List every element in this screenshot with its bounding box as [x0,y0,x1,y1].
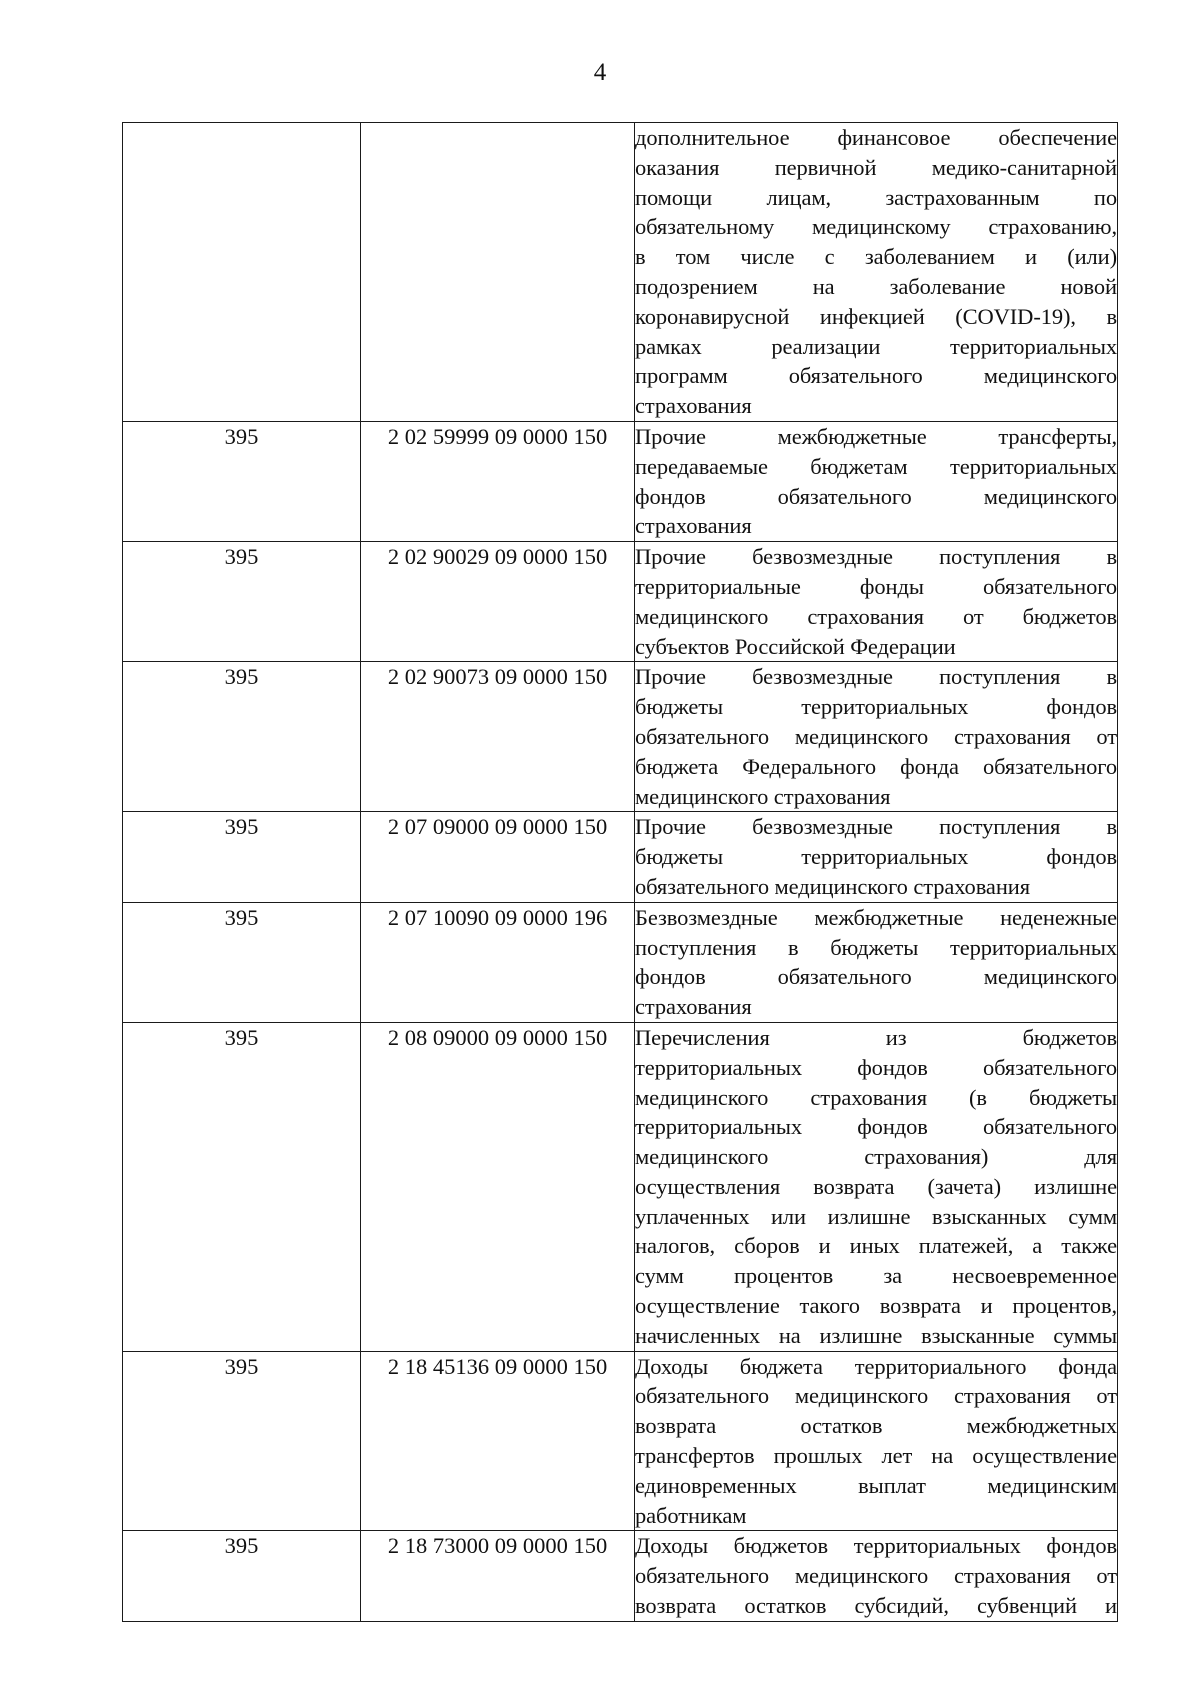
description-line: обязательному медицинскому страхованию, [635,214,1117,240]
description-line: передаваемые бюджетам территориальных [635,453,1117,479]
description-line: программ обязательного медицинского [635,363,1117,389]
description-line: фондов обязательного медицинского [635,483,1117,509]
revenue-description-cell [635,1022,1118,1351]
description-line: Доходы бюджетов территориальных фондов [635,1533,1117,1559]
description-line: коронавирусной инфекцией (COVID-19), в [635,303,1117,329]
administrator-code-cell: 395 [123,902,361,1022]
description-line: рамках реализации территориальных [635,333,1117,359]
revenue-description-cell [635,1531,1118,1621]
budget-classification-code-cell: 2 02 90029 09 0000 150 [361,542,635,662]
table-row [123,421,1118,541]
description-line: обязательного медицинского страхования от [635,1563,1117,1589]
description-line: оказания первичной медико-санитарной [635,154,1117,180]
revenue-description-cell [635,542,1118,662]
table-row [123,902,1118,1022]
description-line: налогов, сборов и иных платежей, а также [635,1233,1117,1259]
administrator-code-cell: 395 [123,1022,361,1351]
description-line: Безвозмездные межбюджетные неденежные [635,904,1117,930]
description-line: Прочие межбюджетные трансферты, [635,423,1117,449]
budget-classification-code-cell: 2 18 45136 09 0000 150 [361,1351,635,1531]
revenue-description-cell [635,902,1118,1022]
description-line: подозрением на заболевание новой [635,273,1117,299]
table-row [123,1022,1118,1351]
revenue-description-cell [635,123,1118,422]
budget-classification-code-cell: 2 02 90073 09 0000 150 [361,662,635,812]
revenue-codes-table [122,122,1118,1622]
description-line: медицинского страхования) для [635,1144,1117,1170]
revenue-description-cell [635,1351,1118,1531]
description-line: Прочие безвозмездные поступления в [635,664,1117,690]
budget-classification-code-cell: 2 07 10090 09 0000 196 [361,902,635,1022]
table-row [123,662,1118,812]
description-line: сумм процентов за несвоевременное [635,1263,1117,1289]
page-number: 4 [593,59,607,86]
description-line: обязательного медицинского страхования [635,873,1030,899]
administrator-code-cell: 395 [123,812,361,902]
description-line: Перечисления из бюджетов [635,1024,1117,1050]
revenue-description-cell [635,812,1118,902]
table-row [123,1351,1118,1531]
administrator-code-cell: 395 [123,542,361,662]
administrator-code-cell: 395 [123,662,361,812]
description-line: страхования [635,994,752,1020]
table-row [123,123,1118,422]
description-line: территориальные фонды обязательного [635,573,1117,599]
table-row [123,1531,1118,1621]
description-line: страхования [635,393,752,419]
description-line: работникам [635,1502,747,1528]
description-line: медицинского страхования от бюджетов [635,603,1117,629]
description-line: помощи лицам, застрахованным по [635,184,1117,210]
description-line: трансфертов прошлых лет на осуществление [635,1443,1117,1469]
budget-classification-code-cell: 2 02 59999 09 0000 150 [361,421,635,541]
budget-classification-code-cell: 2 07 09000 09 0000 150 [361,812,635,902]
description-line: бюджета Федерального фонда обязательного [635,753,1117,779]
table-row [123,812,1118,902]
description-line: бюджеты территориальных фондов [635,694,1117,720]
budget-classification-code-cell: 2 08 09000 09 0000 150 [361,1022,635,1351]
description-line: в том числе с заболеванием и (или) [635,244,1117,270]
budget-classification-code-cell: 2 18 73000 09 0000 150 [361,1531,635,1621]
administrator-code-cell [123,123,361,422]
table-body [123,123,1118,1622]
description-line: фондов обязательного медицинского [635,964,1117,990]
description-line: возврата остатков субсидий, субвенций и [635,1593,1117,1619]
table-row [123,542,1118,662]
description-line: бюджеты территориальных фондов [635,844,1117,870]
description-line: возврата остатков межбюджетных [635,1413,1117,1439]
description-line: страхования [635,513,752,539]
description-line: территориальных фондов обязательного [635,1054,1117,1080]
description-line: Прочие безвозмездные поступления в [635,814,1117,840]
description-line: осуществление такого возврата и процентов, [635,1293,1117,1319]
budget-classification-code-cell [361,123,635,422]
description-line: начисленных на излишне взысканные суммы [635,1322,1117,1348]
description-line: территориальных фондов обязательного [635,1114,1117,1140]
description-line: единовременных выплат медицинским [635,1472,1117,1498]
administrator-code-cell: 395 [123,1531,361,1621]
description-line: осуществления возврата (зачета) излишне [635,1173,1117,1199]
administrator-code-cell: 395 [123,421,361,541]
description-line: обязательного медицинского страхования от [635,723,1117,749]
description-line: медицинского страхования (в бюджеты [635,1084,1117,1110]
description-line: поступления в бюджеты территориальных [635,934,1117,960]
description-line: Прочие безвозмездные поступления в [635,544,1117,570]
description-line: медицинского страхования [635,783,891,809]
description-line: субъектов Российской Федерации [635,633,956,659]
revenue-description-cell [635,421,1118,541]
revenue-description-cell [635,662,1118,812]
description-line: уплаченных или излишне взысканных сумм [635,1203,1117,1229]
description-line: дополнительное финансовое обеспечение [635,125,1117,150]
description-line: обязательного медицинского страхования от [635,1383,1117,1409]
administrator-code-cell: 395 [123,1351,361,1531]
description-line: Доходы бюджета территориального фонда [635,1353,1117,1379]
